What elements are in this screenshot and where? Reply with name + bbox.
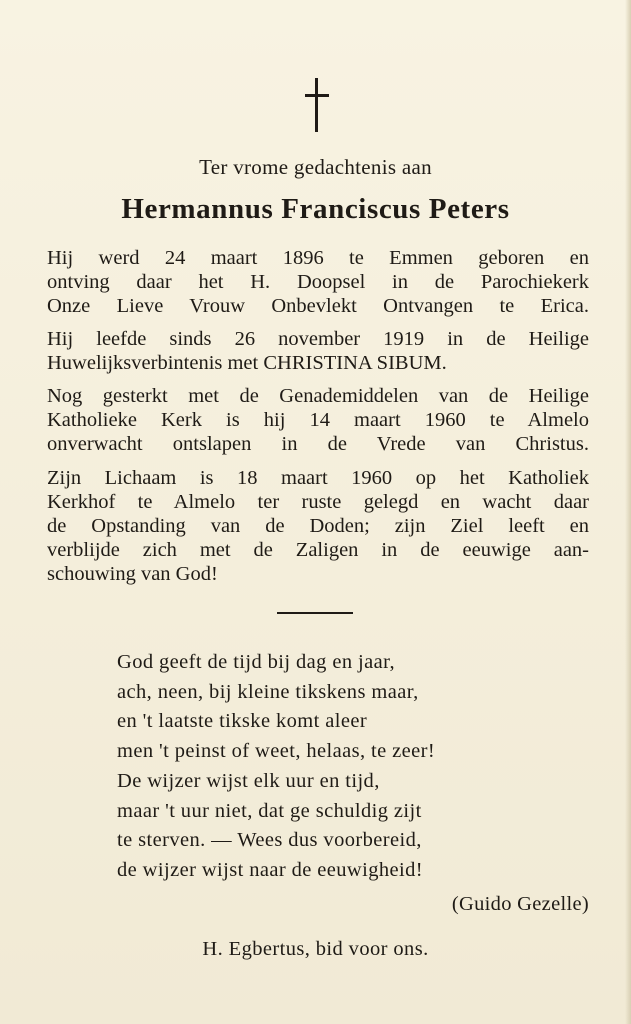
poem-line: De wijzer wijst elk uur en tijd, (117, 769, 380, 792)
text-line: Katholieke Kerk is hij 14 maart 1960 te Almelo (47, 409, 589, 431)
text-line: de Opstanding van de Doden; zijn Ziel leeft en (47, 515, 589, 537)
poem-line: de wijzer wijst naar de eeuwigheid! (117, 858, 424, 881)
text-line: Kerkhof te Almelo ter ruste gelegd en wacht daar (47, 491, 589, 513)
text-line: Zijn Lichaam is 18 maart 1960 op het Katholiek (47, 467, 589, 489)
poem (117, 648, 435, 886)
poem-line: en 't laatste tikske komt aleer (117, 710, 368, 733)
poem-line: te sterven. — Wees dus voorbereid, (117, 829, 422, 852)
text-line: Hij werd 24 maart 1896 te Emmen geboren en (47, 247, 589, 269)
text-line: Onze Lieve Vrouw Onbevlekt Ontvangen te Erica. (47, 295, 589, 317)
text-line: schouwing van God! (47, 563, 218, 585)
paragraph-burial (47, 466, 589, 586)
latin-cross-icon (302, 78, 332, 132)
text-line: verblijde zich met de Zaligen in de eeuwige aan- (47, 539, 589, 561)
text-line: Huwelijksverbintenis met CHRISTINA SIBUM. (47, 352, 447, 374)
paragraph-marriage (47, 327, 589, 375)
deceased-name: Hermannus Franciscus Peters (121, 193, 510, 225)
poem-line: men 't peinst of weet, helaas, te zeer! (117, 740, 436, 763)
poem-line: ach, neen, bij kleine tikskens maar, (117, 680, 419, 703)
paragraph-death (47, 384, 589, 456)
text-line: ontving daar het H. Doopsel in de Parochiekerk (47, 271, 589, 293)
closing-prayer: H. Egbertus, bid voor ons. (202, 938, 429, 960)
text-line: Hij leefde sinds 26 november 1919 in de Heilige (47, 328, 589, 350)
paragraph-birth (47, 246, 589, 318)
intro-line: Ter vrome gedachtenis aan (199, 155, 432, 179)
text-line: onverwacht ontslapen in de Vrede van Christus. (47, 433, 589, 455)
card-edge-shadow (625, 0, 631, 1024)
poem-line: maar 't uur niet, dat ge schuldig zijt (117, 799, 422, 822)
text-line: Nog gesterkt met de Genademiddelen van de Heilige (47, 385, 589, 407)
poem-attribution: (Guido Gezelle) (451, 893, 589, 915)
poem-line: God geeft de tijd bij dag en jaar, (117, 651, 396, 673)
section-divider (277, 612, 353, 614)
